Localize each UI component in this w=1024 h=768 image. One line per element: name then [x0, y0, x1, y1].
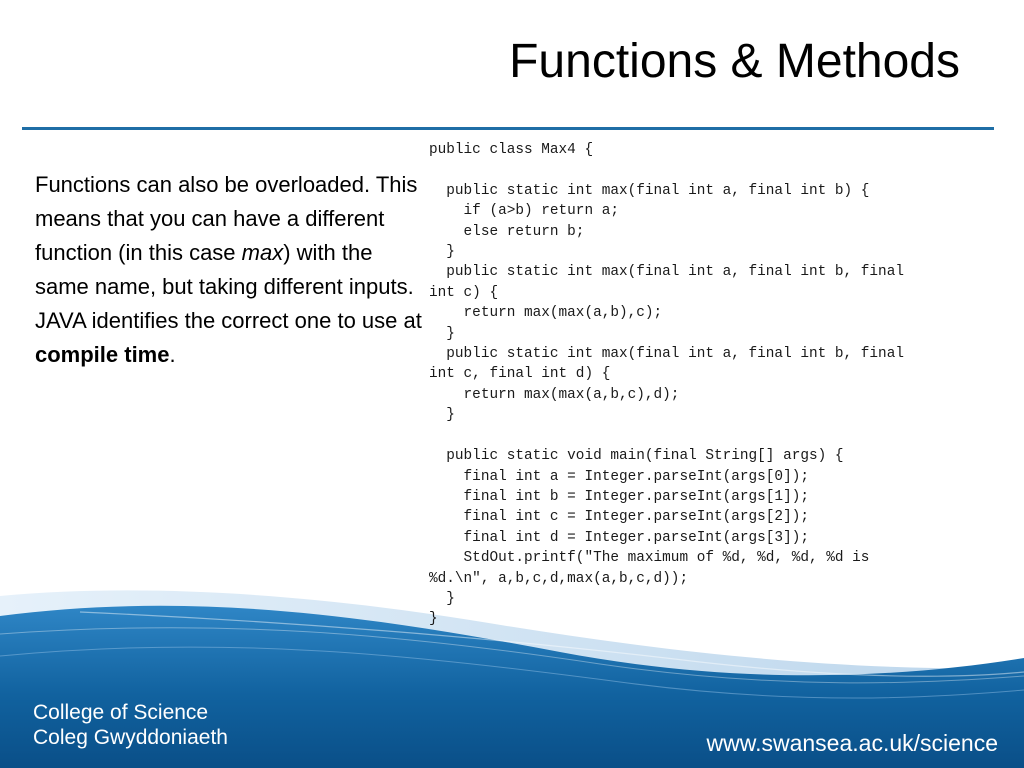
body-text-part2: ) with the same name, but taking different inputs. JAVA identifies the correct one to use at — [35, 240, 422, 333]
body-text-part1: Functions can also be overloaded. This means that you can have a different function (in this case — [35, 172, 418, 265]
body-text-part3: . — [169, 342, 176, 367]
body-text-italic: max — [241, 240, 284, 265]
body-text — [35, 168, 430, 372]
code-listing: public class Max4 { public static int max(final int a, final int b) { if (a>b) return a; else return b; } public static int max(final int a, final int b, final int c) { return max(max(a,b),c); } public static int max(final int a, final int b, final int c, final int d) { return max(max(a,b,c),d); } public static void main(final String[] args) { final int a = Integer.parseInt(args[0]); final int b = Integer.parseInt(args[1]); final int c = Integer.parseInt(args[2]); final int d = Integer.parseInt(args[3]); StdOut.printf("The maximum of %d, %d, %d, %d is %d.\n", a,b,c,d,max(a,b,c,d)); } } — [429, 142, 904, 628]
slide-title: Functions & Methods — [509, 35, 960, 88]
college-logo — [33, 700, 228, 750]
footer-url: www.swansea.ac.uk/science — [706, 730, 998, 756]
body-text-bold: compile time — [35, 342, 170, 367]
title-divider — [22, 127, 994, 130]
college-name-en: College of Science — [33, 701, 209, 724]
college-name-cy: Coleg Gwyddoniaeth — [33, 726, 228, 749]
